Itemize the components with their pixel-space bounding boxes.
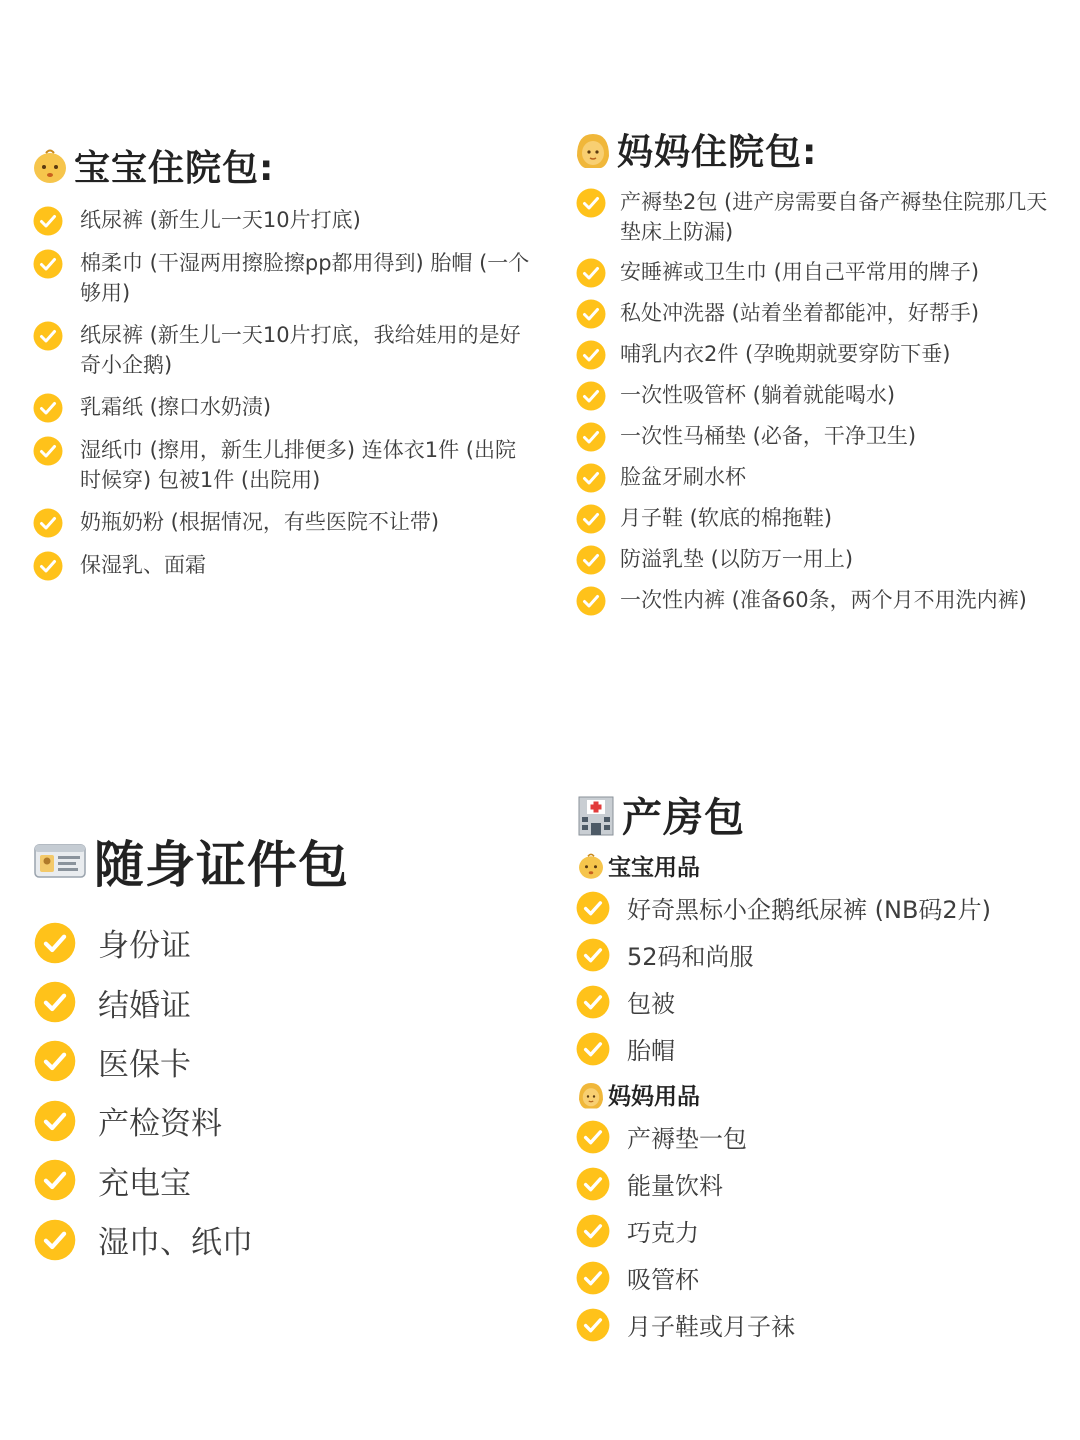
item-text: 好奇黑标小企鹅纸尿裤 (NB码2片) [627, 896, 992, 924]
baby-bag-section [30, 140, 530, 593]
list-item [34, 1032, 514, 1091]
mom-supplies-list [576, 1113, 1066, 1348]
item-text: 一次性内裤 (准备60条，两个月不用洗内裤) [620, 588, 1027, 612]
checkmark-icon [576, 1120, 610, 1154]
list-item [576, 1113, 1066, 1160]
mom-bag-section [573, 124, 1053, 626]
list-item [573, 585, 1053, 616]
item-text: 纸尿裤 (新生儿一天10片打底，我给娃用的是好奇小企鹅) [80, 323, 521, 377]
checkmark-icon [34, 922, 76, 964]
list-item [576, 1254, 1066, 1301]
item-text: 奶瓶奶粉 (根据情况，有些医院不让带) [80, 510, 440, 534]
list-item [573, 421, 1053, 452]
item-text: 月子鞋 (软底的棉拖鞋) [620, 506, 833, 530]
list-item [34, 972, 514, 1031]
hospital-icon [576, 793, 616, 837]
checkmark-icon [33, 206, 63, 236]
checkmark-icon [576, 299, 606, 329]
checkmark-icon [34, 1100, 76, 1142]
item-text: 纸尿裤 (新生儿一天10片打底) [80, 208, 361, 232]
checkmark-icon [33, 436, 63, 466]
item-text: 安睡裤或卫生巾 (用自己平常用的牌子) [620, 260, 980, 284]
list-item [34, 913, 514, 972]
checkmark-icon [576, 1214, 610, 1248]
item-text: 巧克力 [627, 1219, 699, 1247]
list-item [34, 1210, 514, 1269]
list-item [576, 931, 1066, 978]
list-item [576, 1301, 1066, 1348]
id-bag-list [34, 913, 514, 1269]
mom-bag-header [573, 124, 1053, 175]
item-text: 湿巾、纸巾 [98, 1225, 253, 1262]
item-text: 结婚证 [98, 987, 191, 1024]
checkmark-icon [576, 1032, 610, 1066]
checkmark-icon [33, 321, 63, 351]
item-text: 防溢乳垫 (以防万一用上) [620, 547, 854, 571]
item-text: 能量饮料 [627, 1172, 723, 1200]
list-item [573, 187, 1053, 247]
delivery-bag-title: 产房包 [622, 795, 745, 841]
item-text: 哺乳内衣2件 (孕晚期就要穿防下垂) [620, 342, 951, 366]
list-item [573, 503, 1053, 534]
item-text: 胎帽 [627, 1037, 675, 1065]
item-text: 月子鞋或月子袜 [627, 1313, 795, 1341]
baby-face-icon [30, 146, 70, 186]
delivery-bag-header [576, 786, 1066, 843]
checkmark-icon [33, 508, 63, 538]
checkmark-icon [34, 1219, 76, 1261]
checkmark-icon [33, 249, 63, 279]
list-item [34, 1151, 514, 1210]
item-text: 产检资料 [98, 1106, 222, 1143]
item-text: 产褥垫一包 [627, 1125, 747, 1153]
item-text: 脸盆牙刷水杯 [620, 465, 746, 489]
item-text: 一次性吸管杯 (躺着就能喝水) [620, 383, 896, 407]
checkmark-icon [576, 258, 606, 288]
item-text: 包被 [627, 990, 675, 1018]
list-item [576, 1207, 1066, 1254]
list-item [573, 339, 1053, 370]
baby-bag-list [30, 205, 530, 581]
checkmark-icon [576, 381, 606, 411]
item-text: 产褥垫2包 (进产房需要自备产褥垫住院那几天垫床上防漏) [620, 190, 1048, 244]
checkmark-icon [576, 985, 610, 1019]
baby-supplies-title: 宝宝用品 [608, 855, 700, 881]
list-item [30, 392, 530, 423]
baby-bag-header [30, 140, 530, 191]
checkmark-icon [576, 545, 606, 575]
checkmark-icon [576, 1167, 610, 1201]
list-item [30, 550, 530, 581]
item-text: 保湿乳、面霜 [80, 553, 206, 577]
item-text: 私处冲洗器 (站着坐着都能冲，好帮手) [620, 301, 980, 325]
checkmark-icon [34, 1159, 76, 1201]
checkmark-icon [576, 463, 606, 493]
checkmark-icon [34, 1040, 76, 1082]
list-item [30, 320, 530, 380]
id-bag-section [34, 825, 514, 1269]
woman-face-icon [573, 130, 613, 170]
baby-bag-title: 宝宝住院包: [74, 148, 275, 189]
list-item [30, 205, 530, 236]
checkmark-icon [576, 586, 606, 616]
mom-supplies-header [576, 1078, 1066, 1111]
checkmark-icon [34, 981, 76, 1023]
list-item [576, 1025, 1066, 1072]
delivery-bag-section [576, 786, 1066, 1348]
list-item [573, 544, 1053, 575]
id-card-icon [34, 841, 86, 881]
checkmark-icon [576, 1308, 610, 1342]
checkmark-icon [576, 422, 606, 452]
list-item [30, 435, 530, 495]
checkmark-icon [576, 938, 610, 972]
list-item [30, 507, 530, 538]
id-bag-title: 随身证件包 [94, 836, 349, 894]
list-item [573, 298, 1053, 329]
item-text: 一次性马桶垫 (必备，干净卫生) [620, 424, 917, 448]
list-item [573, 380, 1053, 411]
checkmark-icon [33, 393, 63, 423]
mom-bag-title: 妈妈住院包: [617, 132, 818, 173]
list-item [573, 257, 1053, 288]
id-bag-header [34, 825, 514, 897]
checkmark-icon [576, 504, 606, 534]
item-text: 棉柔巾 (干湿两用擦脸擦pp都用得到) 胎帽 (一个够用) [80, 251, 530, 305]
item-text: 52码和尚服 [627, 943, 754, 971]
list-item [576, 884, 1066, 931]
baby-face-icon [576, 851, 606, 881]
baby-supplies-list [576, 884, 1066, 1072]
checkmark-icon [576, 340, 606, 370]
list-item [576, 978, 1066, 1025]
item-text: 湿纸巾 (擦用，新生儿排便多) 连体衣1件 (出院时候穿) 包被1件 (出院用) [80, 438, 516, 492]
checkmark-icon [576, 891, 610, 925]
item-text: 医保卡 [98, 1046, 191, 1083]
baby-supplies-header [576, 849, 1066, 882]
list-item [30, 248, 530, 308]
item-text: 乳霜纸 (擦口水奶渍) [80, 395, 272, 419]
list-item [576, 1160, 1066, 1207]
checkmark-icon [33, 551, 63, 581]
mom-supplies-title: 妈妈用品 [608, 1084, 700, 1110]
woman-face-icon [576, 1080, 606, 1110]
item-text: 充电宝 [98, 1165, 191, 1202]
item-text: 身份证 [98, 928, 191, 965]
checkmark-icon [576, 188, 606, 218]
list-item [573, 462, 1053, 493]
list-item [34, 1091, 514, 1150]
item-text: 吸管杯 [627, 1266, 699, 1294]
mom-bag-list [573, 187, 1053, 616]
checkmark-icon [576, 1261, 610, 1295]
